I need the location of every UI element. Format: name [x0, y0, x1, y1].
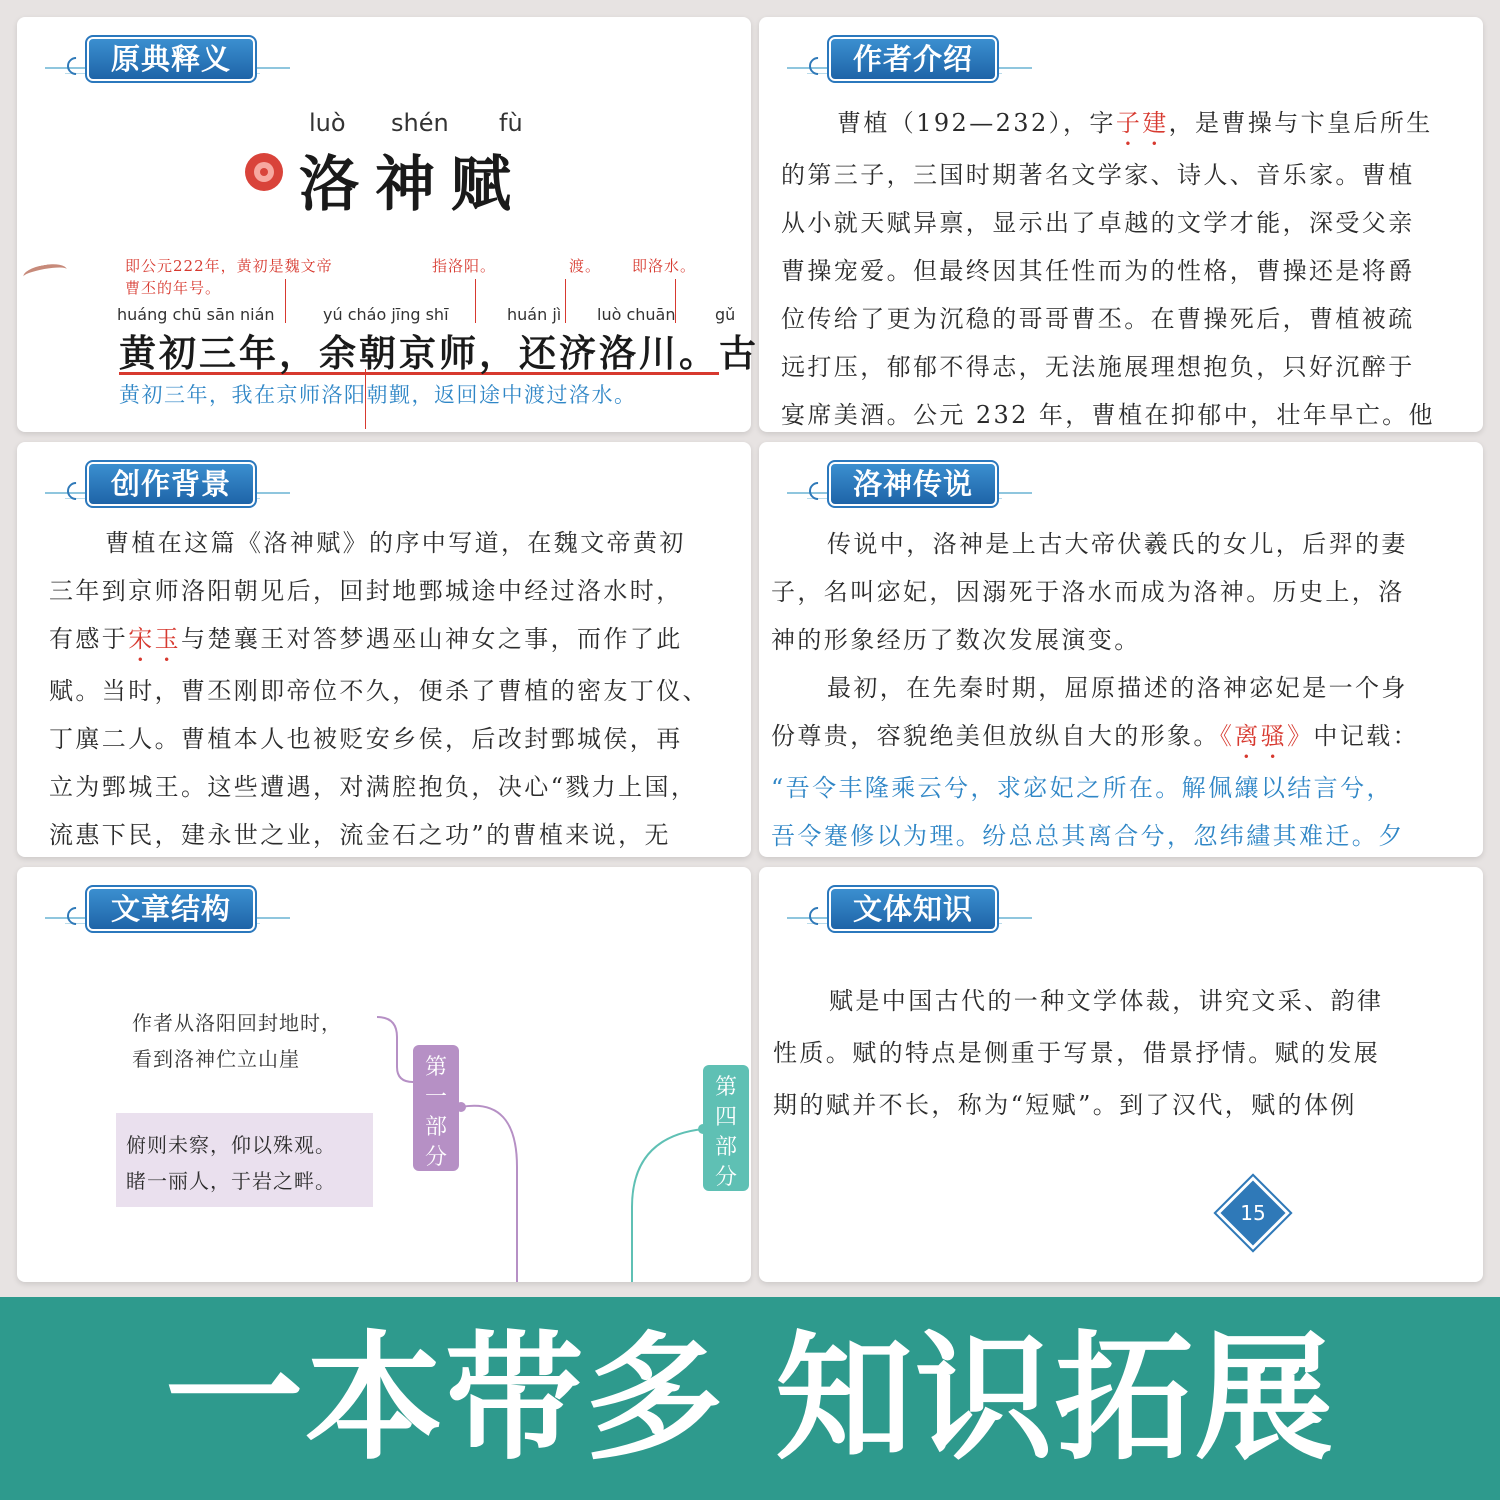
annotation-note: 即公元222年，黄初是魏文帝 曹丕的年号。 — [125, 257, 333, 297]
card-legend — [759, 442, 1483, 857]
verse-translation: 黄初三年，我在京师洛阳朝觐，返回途中渡过洛水。 — [119, 383, 637, 407]
card-author — [759, 17, 1483, 432]
page-number: 15 — [1240, 1201, 1266, 1225]
cloud-scroll-icon — [805, 903, 830, 928]
verse-pinyin: yú cháo jīng shī — [323, 305, 449, 324]
cloud-scroll-icon — [63, 53, 88, 78]
annotation-note: 即洛水。 — [632, 257, 697, 275]
leaf-decoration-icon — [22, 261, 68, 284]
annotation-note: 指洛阳。 — [432, 257, 497, 275]
section-heading: 原典释义 — [87, 37, 255, 81]
structure-quote-box: 俯则未察，仰以殊观。 睹一丽人，于岩之畔。 — [116, 1113, 373, 1207]
background-text: 曹植在这篇《洛神赋》的序中写道，在魏文帝黄初 三年到京师洛阳朝见后，回封地鄄城途中经过洛水时， 有感于宋玉与楚襄王对答梦遇巫山神女之事，而作了此 赋。当时，曹丕刚即帝位不久，便杀了曹植的密友丁仪、 丁廙二人。曹植本人也被贬安乡侯，后改封鄄城侯，再 立为鄄城王。这些遭遇，对满腔抱负，决心“戮力上国， 流惠下民，建永世之业，流金石之功”的曹植来说，无 — [49, 529, 709, 849]
verse-pinyin: luò chuān — [597, 305, 676, 324]
section-heading: 文章结构 — [87, 887, 255, 931]
cloud-scroll-icon — [63, 478, 88, 503]
cloud-scroll-icon — [805, 53, 830, 78]
annotation-arrow — [475, 279, 476, 323]
pinyin-syllable: fù — [499, 109, 523, 137]
pinyin-syllable: shén — [391, 109, 449, 137]
author-text: 曹植（192—232），字子建，是曹操与卞皇后所生 的第三子，三国时期著名文学家、诗人、音乐家。曹植 从小就天赋异禀，显示出了卓越的文学才能，深受父亲 曹操宠爱。但最终因其任性而为的性格，曹操还是将爵 位传给了更为沉稳的哥哥曹丕。在曹操死后，曹植被疏 远打压，郁郁不得志，无法施展理想抱负，只好沉醉于 宴席美酒。公元 232 年，曹植在抑郁中，壮年早亡。他 — [781, 109, 1435, 429]
verse-pinyin: huán jì — [507, 305, 562, 324]
poem-title: 洛神赋 — [299, 150, 527, 220]
verse-pinyin: huáng chū sān nián — [117, 305, 275, 324]
pinyin-syllable: luò — [309, 109, 346, 137]
verse-pinyin: gǔ — [715, 305, 736, 324]
part-one-tag: 第 一 部 分 — [413, 1045, 459, 1171]
section-banner — [787, 883, 1032, 933]
part-four-tag: 第 四 部 分 — [703, 1065, 749, 1191]
annotation-note: 渡。 — [569, 257, 602, 275]
card-background — [17, 442, 751, 857]
original-verse: 黄初三年，余朝京师，还济洛川。古 — [119, 331, 759, 375]
page-number-badge — [1216, 1176, 1290, 1250]
section-heading: 洛神传说 — [829, 462, 997, 506]
section-banner — [787, 458, 1032, 508]
genre-text: 赋是中国古代的一种文学体裁，讲究文采、韵律 性质。赋的特点是侧重于写景，借景抒情。赋的发展 期的赋并不长，称为“短赋”。到了汉代，赋的体例 — [773, 987, 1384, 1119]
section-banner — [787, 33, 1032, 83]
mind-map-connectors — [17, 867, 751, 1282]
card-original-text — [17, 17, 759, 432]
section-banner — [45, 33, 290, 83]
section-banner — [45, 458, 290, 508]
annotation-arrow — [565, 279, 566, 323]
card-genre — [759, 867, 1483, 1282]
footer-slogan: 一本带多 知识拓展 — [164, 1318, 1336, 1479]
section-heading: 创作背景 — [87, 462, 255, 506]
section-heading: 作者介绍 — [829, 37, 997, 81]
annotation-arrow — [285, 279, 286, 323]
plum-blossom-icon — [245, 153, 283, 191]
card-structure — [17, 867, 751, 1282]
structure-description: 作者从洛阳回封地时， 看到洛神伫立山崖 — [132, 1011, 342, 1071]
section-heading: 文体知识 — [829, 887, 997, 931]
cloud-scroll-icon — [805, 478, 830, 503]
legend-text: 传说中，洛神是上古大帝伏羲氏的女儿，后羿的妻 子，名叫宓妃，因溺死于洛水而成为洛神。历史上，洛 神的形象经历了数次发展演变。 最初，在先秦时期，屈原描述的洛神宓妃是一个身 份尊贵，容貌绝美但放纵自大的形象。《离骚》中记载： “吾令丰隆乘云兮，求宓妃之所在。解佩纕以结言兮， 吾令蹇修以为理。纷总总其离合兮，忽纬繣其难迁。夕 — [771, 530, 1420, 850]
